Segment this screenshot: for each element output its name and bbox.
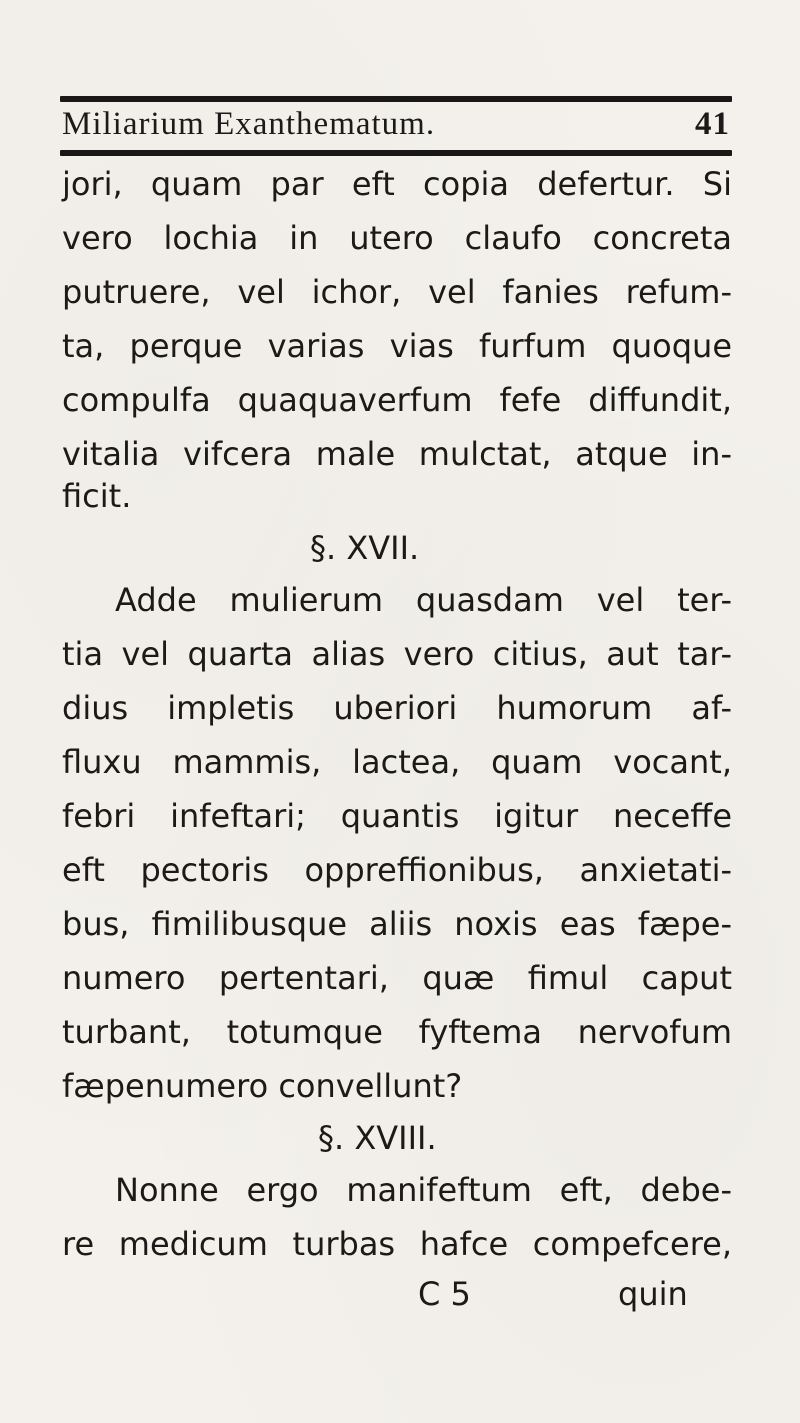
text-line: compulfa quaquaverfum fefe diffundit,: [62, 381, 732, 419]
section-heading-xvii: §. XVII.: [310, 529, 420, 567]
text-line: febri infeftari; quantis igitur neceffe: [62, 797, 732, 835]
text-line: numero pertentari, quæ fimul caput: [62, 959, 732, 997]
text-line: vero lochia in utero claufo concreta: [62, 219, 732, 257]
text-line: eft pectoris oppreffionibus, anxietati-: [62, 851, 732, 889]
header-rule-top: [60, 96, 732, 102]
text-line: bus, fimilibusque aliis noxis eas fæpe-: [62, 905, 732, 943]
text-line: putruere, vel ichor, vel fanies refum-: [62, 273, 732, 311]
text-line: Nonne ergo manifeftum eft, debe-: [115, 1171, 732, 1209]
text-line: ta, perque varias vias furfum quoque: [62, 327, 732, 365]
running-header: [62, 106, 734, 150]
text-line: turbant, totumque fyftema nervofum: [62, 1013, 732, 1051]
catchword: quin: [618, 1275, 688, 1313]
text-line: ficit.: [62, 477, 132, 515]
running-title: Miliarium Exanthematum.: [62, 106, 436, 142]
text-line: fluxu mammis, lactea, quam vocant,: [62, 743, 732, 781]
text-line: fæpenumero convellunt?: [62, 1067, 463, 1105]
text-line: vitalia vifcera male mulctat, atque in-: [62, 435, 732, 473]
text-line: jori, quam par eft copia defertur. Si: [62, 165, 732, 203]
header-rule-bottom: [60, 150, 732, 156]
text-line: dius impletis uberiori humorum af-: [62, 689, 732, 727]
signature-mark: C 5: [418, 1275, 471, 1313]
text-line: Adde mulierum quasdam vel ter-: [115, 581, 732, 619]
page-number: 41: [695, 106, 730, 142]
text-line: re medicum turbas hafce compefcere,: [62, 1225, 732, 1263]
section-heading-xviii: §. XVIII.: [318, 1119, 437, 1157]
text-line: tia vel quarta alias vero citius, aut tar-: [62, 635, 732, 673]
